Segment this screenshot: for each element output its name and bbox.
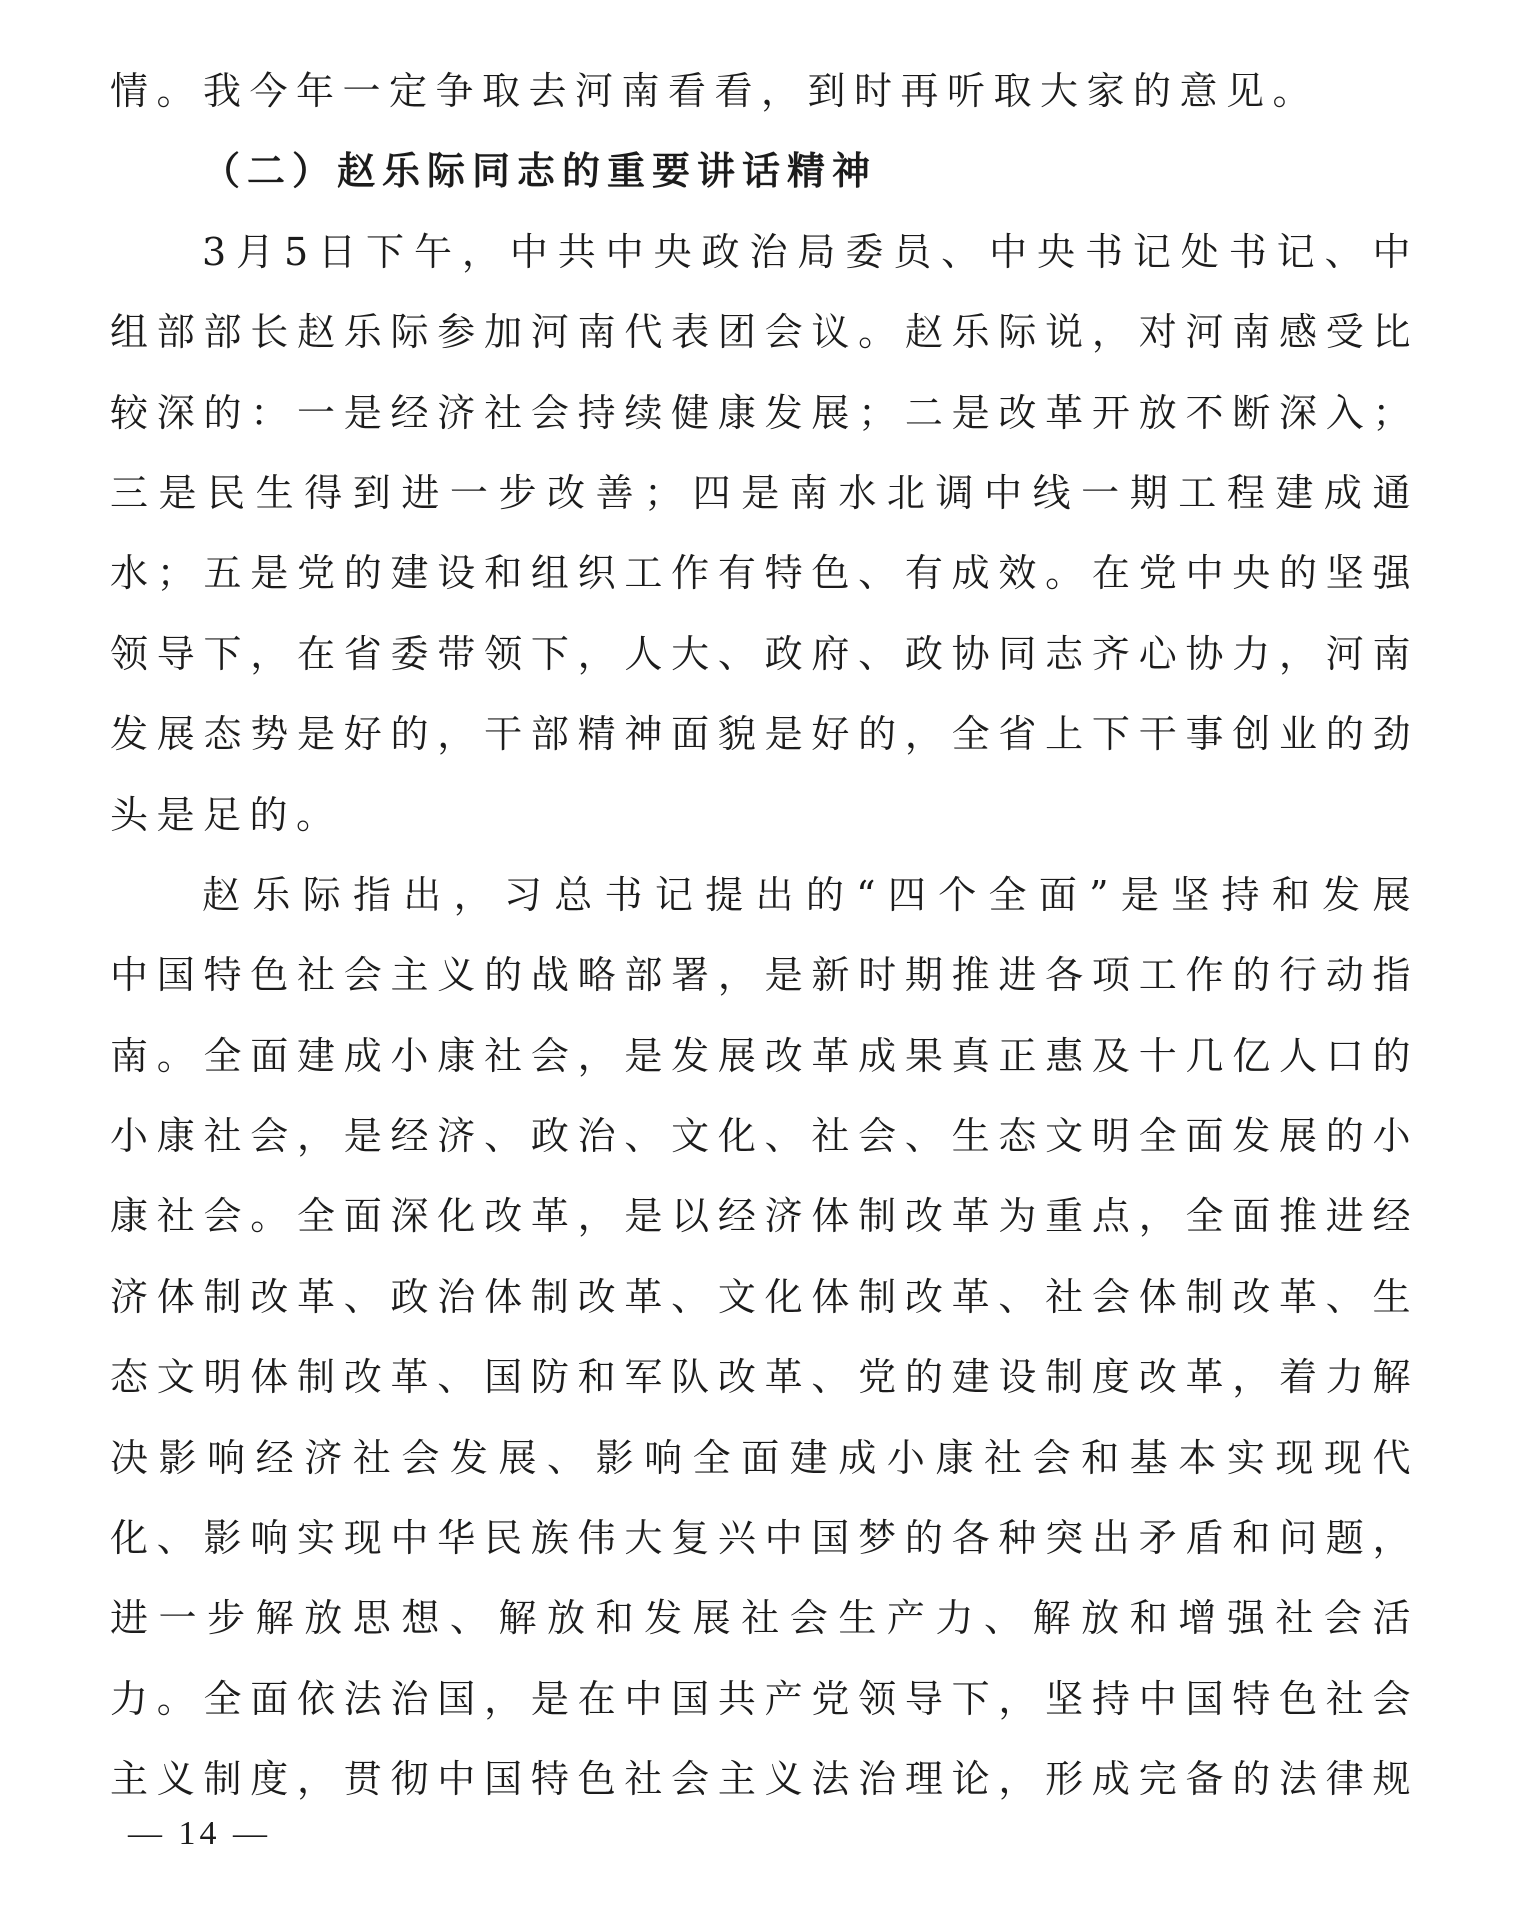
- paragraph-line: 组部部长赵乐际参加河南代表团会议。赵乐际说，对河南感受比: [110, 310, 1419, 355]
- continuation-line: 情。我今年一定争取去河南看看，到时再听取大家的意见。: [110, 69, 1320, 113]
- paragraph-line: 南。全面建成小康社会，是发展改革成果真正惠及十几亿人口的: [110, 1033, 1419, 1078]
- paragraph-line: 领导下，在省委带领下，人大、政府、政协同志齐心协力，河南: [110, 631, 1419, 676]
- paragraph-line: 主义制度，贯彻中国特色社会主义法治理论，形成完备的法律规: [110, 1757, 1419, 1802]
- paragraph-line: 水；五是党的建设和组织工作有特色、有成效。在党中央的坚强: [110, 551, 1419, 596]
- paragraph-2: [110, 855, 1419, 1820]
- paragraph-line: 决影响经济社会发展、影响全面建成小康社会和基本实现现代: [110, 1435, 1419, 1480]
- paragraph-line: 小康社会，是经济、政治、文化、社会、生态文明全面发展的小: [110, 1114, 1419, 1159]
- section-heading: （二）赵乐际同志的重要讲话精神: [202, 148, 878, 194]
- paragraph-line: 头是足的。: [110, 792, 343, 837]
- paragraph-line: 进一步解放思想、解放和发展社会生产力、解放和增强社会活: [110, 1596, 1419, 1641]
- paragraph-line: 康社会。全面深化改革，是以经济体制改革为重点，全面推进经: [110, 1194, 1419, 1239]
- document-page: [110, 51, 1419, 1820]
- page-number: — 14 —: [128, 1815, 271, 1852]
- paragraph-line: 济体制改革、政治体制改革、文化体制改革、社会体制改革、生: [110, 1274, 1419, 1319]
- paragraph-line: 较深的：一是经济社会持续健康发展；二是改革开放不断深入；: [110, 390, 1419, 435]
- paragraph-line: 中国特色社会主义的战略部署，是新时期推进各项工作的行动指: [110, 953, 1419, 998]
- paragraph-line: 赵乐际指出，习总书记提出的“四个全面”是坚持和发展: [202, 872, 1419, 917]
- paragraph-line: 态文明体制改革、国防和军队改革、党的建设制度改革，着力解: [110, 1355, 1419, 1400]
- paragraph-line: 力。全面依法治国，是在中国共产党领导下，坚持中国特色社会: [110, 1676, 1419, 1721]
- paragraph-line: 3月5日下午，中共中央政治局委员、中央书记处书记、中: [202, 229, 1419, 274]
- paragraph-line: 三是民生得到进一步改善；四是南水北调中线一期工程建成通: [110, 470, 1419, 515]
- paragraph-line: 发展态势是好的，干部精神面貌是好的，全省上下干事创业的劲: [110, 712, 1419, 757]
- paragraph-line: 化、影响实现中华民族伟大复兴中国梦的各种突出矛盾和问题，: [110, 1516, 1419, 1561]
- paragraph-1: [110, 212, 1419, 855]
